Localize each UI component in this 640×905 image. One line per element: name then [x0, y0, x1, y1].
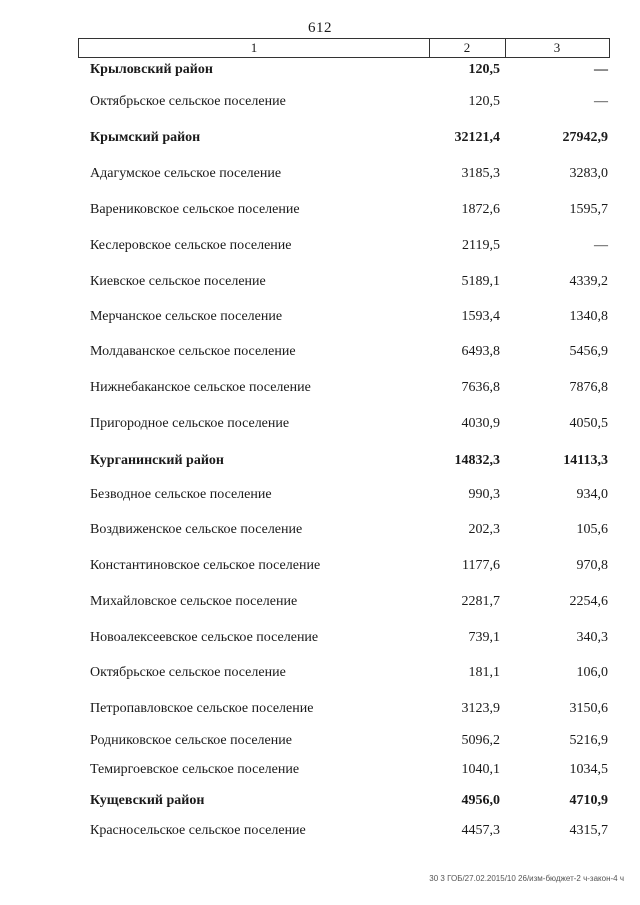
footer-filepath: 30 3 ГОБ/27.02.2015/10 26/изм-бюджет-2 ч-закон-4 ч: [429, 874, 624, 883]
row-name: Варениковское сельское поселение: [90, 202, 300, 217]
row-value-col2: 1593,4: [461, 309, 500, 324]
row-value-col3: 1340,8: [569, 309, 608, 324]
row-value-col3: 4710,9: [569, 793, 608, 808]
row-value-col2: 1177,6: [462, 558, 500, 573]
row-value-col2: 5189,1: [461, 274, 500, 289]
row-name: Кущевский район: [90, 793, 205, 808]
row-name: Михайловское сельское поселение: [90, 594, 298, 609]
settlement-row: [0, 733, 640, 755]
row-value-col3: 3283,0: [569, 166, 608, 181]
row-value-col3: 27942,9: [562, 130, 608, 145]
row-name: Октябрьское сельское поселение: [90, 94, 286, 109]
row-value-col2: 3123,9: [461, 701, 500, 716]
row-value-col3: 4050,5: [569, 416, 608, 431]
row-value-col3: 1034,5: [569, 762, 608, 777]
row-value-col2: 3185,3: [461, 166, 500, 181]
row-value-col2: 739,1: [468, 630, 500, 645]
row-value-col3: 5456,9: [569, 344, 608, 359]
row-value-col3: 105,6: [576, 522, 608, 537]
row-value-col2: 6493,8: [461, 344, 500, 359]
row-value-col2: 2281,7: [461, 594, 500, 609]
row-name: Кеслеровское сельское поселение: [90, 238, 292, 253]
row-name: Крымский район: [90, 130, 201, 145]
row-value-col3: 3150,6: [569, 701, 608, 716]
settlement-row: [0, 202, 640, 224]
row-value-col3: 934,0: [576, 487, 608, 502]
district-row: [0, 62, 640, 84]
row-value-col2: 181,1: [468, 665, 500, 680]
row-value-col2: 120,5: [468, 62, 500, 77]
settlement-row: [0, 558, 640, 580]
settlement-row: [0, 630, 640, 652]
settlement-row: [0, 274, 640, 296]
row-value-col3: —: [594, 238, 608, 253]
row-name: Мерчанское сельское поселение: [90, 309, 283, 324]
row-value-col2: 14832,3: [454, 453, 500, 468]
settlement-row: [0, 309, 640, 331]
column-header-1: 1: [250, 40, 258, 55]
row-name: Безводное сельское поселение: [90, 487, 272, 502]
row-value-col2: 4030,9: [461, 416, 500, 431]
row-name: Новоалексеевское сельское поселение: [90, 630, 319, 645]
row-value-col2: 1040,1: [461, 762, 500, 777]
district-row: [0, 793, 640, 815]
row-value-col3: 2254,6: [569, 594, 608, 609]
row-value-col3: 5216,9: [569, 733, 608, 748]
row-value-col2: 120,5: [468, 94, 500, 109]
district-row: [0, 130, 640, 152]
row-value-col3: 340,3: [576, 630, 608, 645]
row-name: Темиргоевское сельское поселение: [90, 762, 300, 777]
settlement-row: [0, 380, 640, 402]
settlement-row: [0, 238, 640, 260]
row-name: Петропавловское сельское поселение: [90, 701, 314, 716]
row-name: Адагумское сельское поселение: [90, 166, 282, 181]
row-name: Крыловский район: [90, 62, 213, 77]
row-value-col3: 970,8: [576, 558, 608, 573]
row-name: Воздвиженское сельское поселение: [90, 522, 303, 537]
settlement-row: [0, 166, 640, 188]
row-name: Пригородное сельское поселение: [90, 416, 290, 431]
row-value-col3: 1595,7: [569, 202, 608, 217]
row-value-col3: 4315,7: [569, 823, 608, 838]
settlement-row: [0, 94, 640, 116]
row-name: Нижнебаканское сельское поселение: [90, 380, 311, 395]
row-name: Октябрьское сельское поселение: [90, 665, 286, 680]
row-value-col3: —: [594, 94, 608, 109]
settlement-row: [0, 701, 640, 723]
row-value-col3: 7876,8: [569, 380, 608, 395]
row-value-col3: 14113,3: [563, 453, 608, 468]
settlement-row: [0, 344, 640, 366]
row-value-col2: 7636,8: [461, 380, 500, 395]
row-value-col2: 32121,4: [454, 130, 500, 145]
row-value-col3: 106,0: [576, 665, 608, 680]
district-row: [0, 453, 640, 475]
row-value-col3: 4339,2: [569, 274, 608, 289]
settlement-row: [0, 522, 640, 544]
row-value-col2: 4457,3: [461, 823, 500, 838]
row-value-col2: 202,3: [468, 522, 500, 537]
row-value-col2: 4956,0: [461, 793, 500, 808]
settlement-row: [0, 416, 640, 438]
row-value-col2: 5096,2: [461, 733, 500, 748]
row-name: Красносельское сельское поселение: [90, 823, 306, 838]
row-name: Курганинский район: [90, 453, 224, 468]
settlement-row: [0, 762, 640, 784]
settlement-row: [0, 487, 640, 509]
settlement-row: [0, 594, 640, 616]
row-value-col3: —: [594, 62, 608, 77]
row-name: Молдаванское сельское поселение: [90, 344, 296, 359]
settlement-row: [0, 665, 640, 687]
row-name: Киевское сельское поселение: [90, 274, 266, 289]
column-header-3: 3: [553, 40, 561, 55]
row-name: Родниковское сельское поселение: [90, 733, 292, 748]
row-value-col2: 1872,6: [461, 202, 500, 217]
row-value-col2: 990,3: [468, 487, 500, 502]
settlement-row: [0, 823, 640, 845]
column-header-2: 2: [463, 40, 471, 55]
row-value-col2: 2119,5: [462, 238, 500, 253]
page-number: 612: [308, 20, 332, 36]
row-name: Константиновское сельское поселение: [90, 558, 321, 573]
